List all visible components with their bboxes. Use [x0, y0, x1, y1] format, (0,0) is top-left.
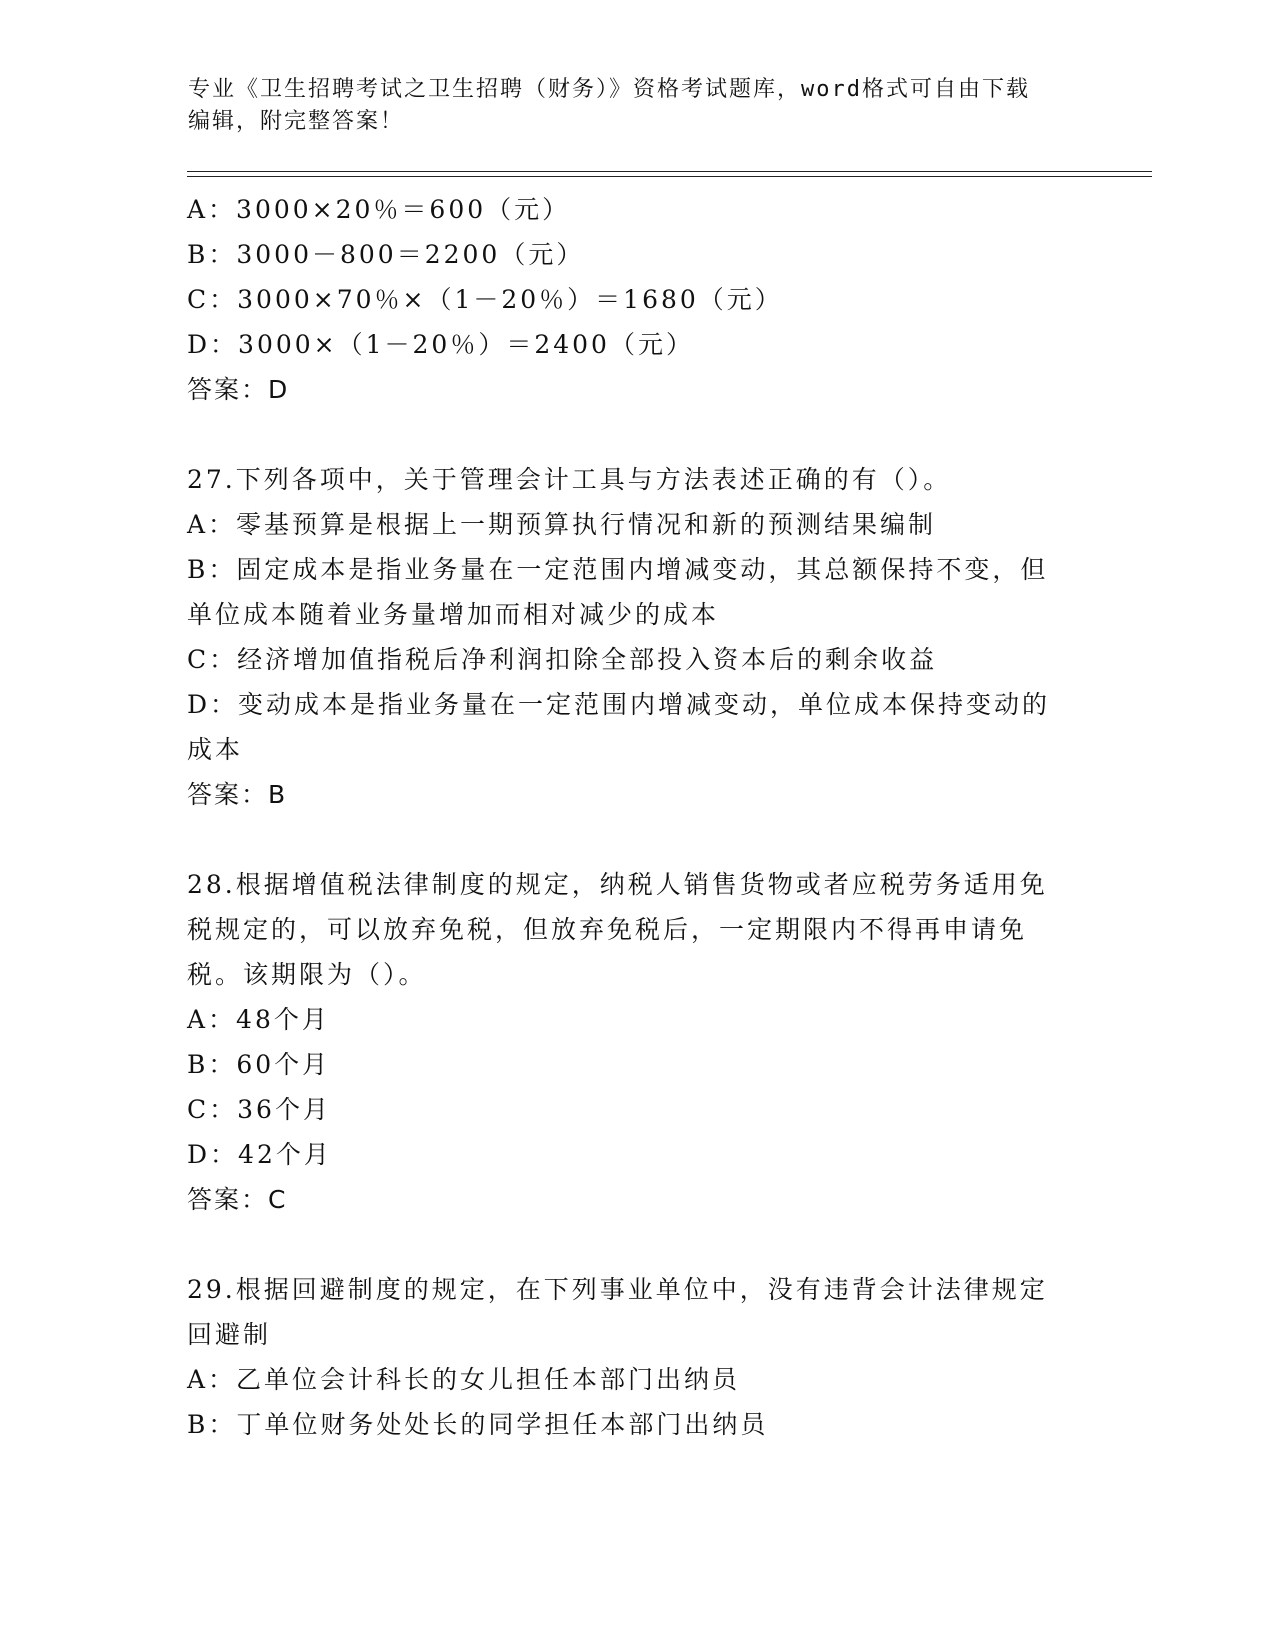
spacer — [187, 412, 1087, 457]
header-line-1: 专业《卫生招聘考试之卫生招聘（财务）》资格考试题库，word格式可自由下载 — [188, 77, 1030, 102]
q29-stem-line-2: 回避制 — [187, 1320, 272, 1349]
question-29-block — [187, 1267, 1087, 1447]
q28-option-c: C：36个月 — [187, 1095, 331, 1124]
q26-option-c: C：3000×70％×（1－20％）＝1680（元） — [187, 285, 783, 314]
q28-option-a: A：48个月 — [187, 1005, 330, 1034]
q27-option-c: C：经济增加值指税后净利润扣除全部投入资本后的剩余收益 — [187, 645, 938, 674]
q27-answer: 答案：B — [187, 780, 288, 809]
q28-option-d: D：42个月 — [187, 1140, 332, 1169]
question-28-block — [187, 862, 1087, 1222]
q28-stem-line-2: 税规定的，可以放弃免税，但放弃免税后，一定期限内不得再申请免 — [187, 915, 1028, 944]
document-header — [188, 74, 1088, 138]
q28-stem-line-3: 税。该期限为（）。 — [187, 960, 427, 989]
header-divider-bottom — [187, 176, 1152, 177]
question-27-block — [187, 457, 1087, 817]
q28-stem-line-1: 28.根据增值税法律制度的规定，纳税人销售货物或者应税劳务适用免 — [187, 870, 1048, 899]
q26-option-b: B：3000－800＝2200（元） — [187, 240, 585, 269]
spacer — [187, 1222, 1087, 1267]
q27-option-d-line-2: 成本 — [187, 735, 244, 764]
q29-option-a: A：乙单位会计科长的女儿担任本部门出纳员 — [187, 1365, 741, 1394]
header-divider-top — [187, 171, 1152, 172]
question-content — [187, 187, 1087, 1447]
q29-option-b: B：丁单位财务处处长的同学担任本部门出纳员 — [187, 1410, 769, 1439]
q27-option-a: A：零基预算是根据上一期预算执行情况和新的预测结果编制 — [187, 510, 937, 539]
q26-answer: 答案：D — [187, 375, 290, 404]
q28-answer: 答案：C — [187, 1185, 288, 1214]
q26-option-a: A：3000×20％＝600（元） — [187, 195, 571, 224]
q27-option-b-line-1: B：固定成本是指业务量在一定范围内增减变动，其总额保持不变，但 — [187, 555, 1049, 584]
q28-option-b: B：60个月 — [187, 1050, 331, 1079]
q29-stem-line-1: 29.根据回避制度的规定，在下列事业单位中，没有违背会计法律规定 — [187, 1275, 1048, 1304]
q27-option-b-line-2: 单位成本随着业务量增加而相对减少的成本 — [187, 600, 720, 629]
spacer — [187, 817, 1087, 862]
header-line-2: 编辑，附完整答案！ — [188, 109, 405, 134]
q26-option-d: D：3000×（1－20％）＝2400（元） — [187, 330, 694, 359]
question-26-block — [187, 187, 1087, 412]
q27-option-d-line-1: D：变动成本是指业务量在一定范围内增减变动，单位成本保持变动的 — [187, 690, 1051, 719]
q27-stem: 27.下列各项中，关于管理会计工具与方法表述正确的有（）。 — [187, 465, 952, 494]
